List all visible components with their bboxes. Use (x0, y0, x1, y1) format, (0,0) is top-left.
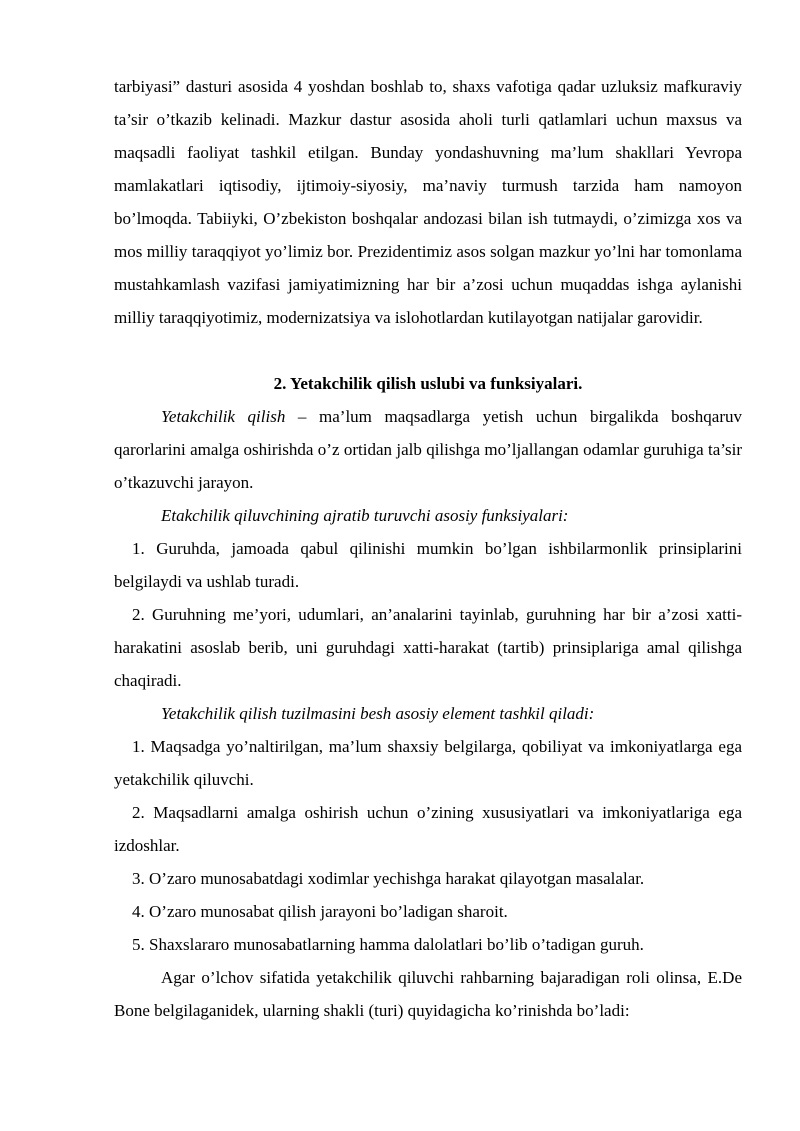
function-item-1: 1. Guruhda, jamoada qabul qilinishi mumkin bo’lgan ishbilarmonlik prinsiplarini belgilaydi va ushlab turadi. (114, 539, 742, 591)
section-heading: 2. Yetakchilik qilish uslubi va funksiyalari. (273, 374, 583, 393)
element-item-5: 5. Shaxslararo munosabatlarning hamma dalolatlari bo’lib o’tadigan guruh. (132, 935, 644, 954)
intro-paragraph: tarbiyasi” dasturi asosida 4 yoshdan boshlab to, shaxs vafotiga qadar uzluksiz mafkuraviy ta’sir o’tkazib kelinadi. Mazkur dastur asosida aholi turli qatlamlari uchun maxsus va maqsadli faoliyat tashkil etilgan. Bunday yondashuvning ma’lum shakllari Yevropa mamlakatlari iqtisodiy, ijtimoiy-siyosiy, ma’naviy turmush tarzida ham namoyon bo’lmoqda. Tabiiyki, O’zbekiston boshqalar andozasi bilan ish tutmaydi, o’zimizga xos va mos milliy taraqqiyot yo’limiz bor. Prezidentimiz asos solgan mazkur yo’lni har tomonlama mustahkamlash vazifasi jamiyatimizning har bir a’zosi uchun muqaddas ishga aylanishi milliy taraqqiyotimiz, modernizatsiya va islohotlardan kutilayotgan natijalar garovidir. (114, 77, 742, 327)
closing-paragraph: Agar o’lchov sifatida yetakchilik qiluvchi rahbarning bajaradigan roli olinsa, E.De Bone belgilaganidek, ularning shakli (turi) quyidagicha ko’rinishda bo’ladi: (114, 968, 742, 1020)
element-item-4: 4. O’zaro munosabat qilish jarayoni bo’ladigan sharoit. (132, 902, 508, 921)
element-item-3: 3. O’zaro munosabatdagi xodimlar yechishga harakat qilayotgan masalalar. (132, 869, 645, 888)
definition-text: – ma’lum maqsadlarga yetish uchun birgalikda boshqaruv qarorlarini amalga oshirishda o’z ortidan jalb qilishga mo’ljallangan odamlar guruhiga ta’sir o’tkazuvchi jarayon. (114, 407, 742, 492)
document-page (114, 70, 742, 1027)
function-item-2: 2. Guruhning me’yori, udumlari, an’analarini tayinlab, guruhning har bir a’zosi xatti- harakatini asoslab berib, uni guruhdagi xatti-harakat (tartib) prinsiplariga amal qilishga chaqiradi. (114, 605, 742, 690)
elements-title: Yetakchilik qilish tuzilmasini besh asosiy element tashkil qiladi: (161, 704, 595, 723)
element-item-2: 2. Maqsadlarni amalga oshirish uchun o’zining xususiyatlari va imkoniyatlariga ega izdoshlar. (114, 803, 742, 855)
definition-term: Yetakchilik qilish (161, 407, 286, 426)
functions-title: Etakchilik qiluvchining ajratib turuvchi asosiy funksiyalari: (161, 506, 569, 525)
definition-paragraph (114, 400, 742, 499)
element-item-1: 1. Maqsadga yo’naltirilgan, ma’lum shaxsiy belgilarga, qobiliyat va imkoniyatlarga ega yetakchilik qiluvchi. (114, 737, 742, 789)
